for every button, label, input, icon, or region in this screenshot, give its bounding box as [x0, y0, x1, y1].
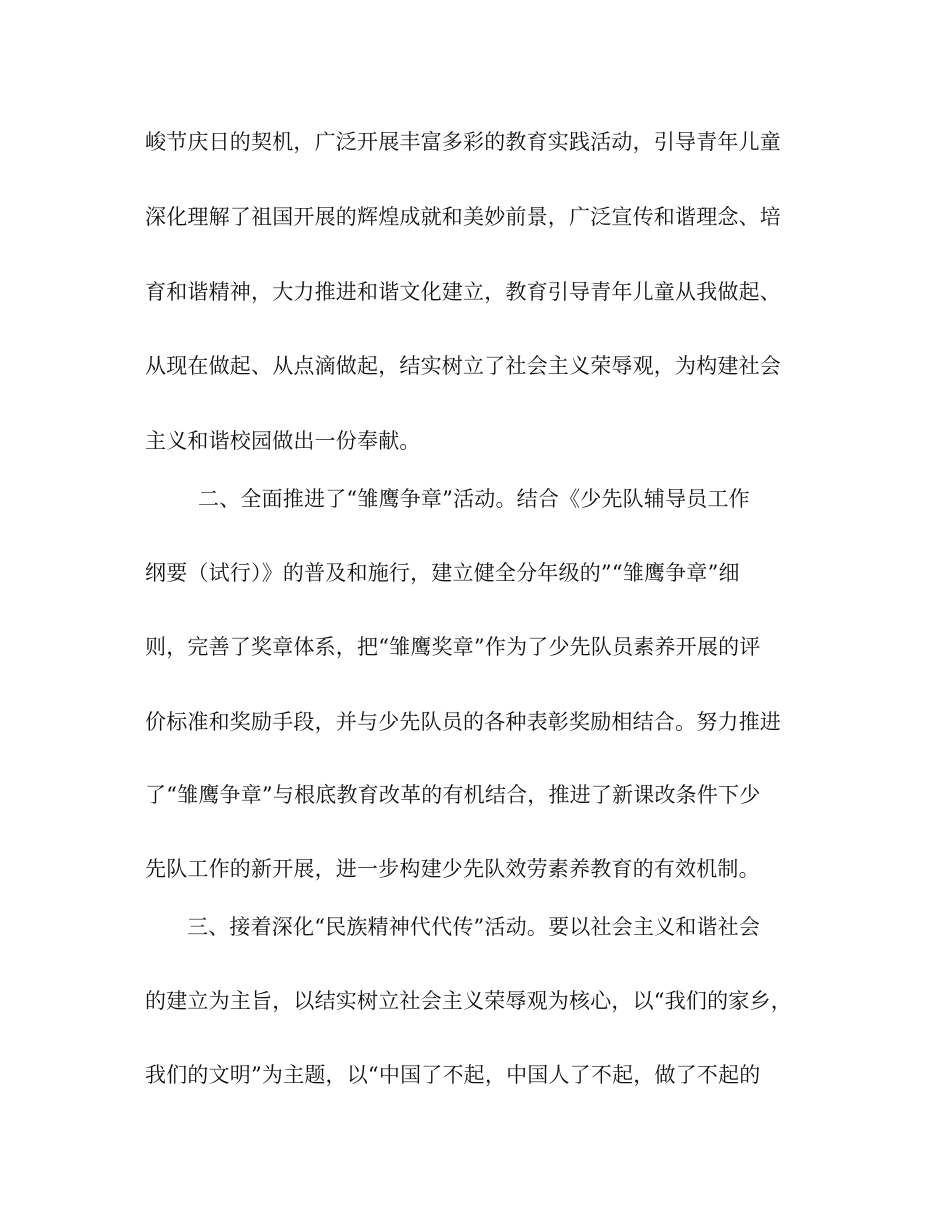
text-line: 则，完善了奖章体系，把“雏鹰奖章”作为了少先队员素养开展的评	[145, 635, 761, 659]
text-line: 了“雏鹰争章”与根底教育改革的有机结合，推进了新课改条件下少	[145, 783, 761, 807]
text-line: 价标准和奖励手段，并与少先队员的各种表彰奖励相结合。努力推进	[145, 710, 781, 734]
text-line: 峻节庆日的契机，广泛开展丰富多彩的教育实践活动，引导青年儿童	[145, 130, 781, 154]
paragraph-start-line: 三、接着深化“民族精神代代传”活动。要以社会主义和谐社会	[187, 915, 761, 939]
text-line: 育和谐精神，大力推进和谐文化建立，教育引导青年儿童从我做起、	[145, 280, 781, 304]
text-line: 深化理解了祖国开展的辉煌成就和美妙前景，广泛宣传和谐理念、培	[145, 205, 781, 229]
text-line: 先队工作的新开展，进一步构建少先队效劳素养教育的有效机制。	[145, 857, 760, 881]
text-line: 从现在做起、从点滴做起，结实树立了社会主义荣辱观，为构建社会	[145, 354, 781, 378]
text-line: 主义和谐校园做出一份奉献。	[145, 429, 421, 453]
text-line: 的建立为主旨，以结实树立社会主义荣辱观为核心，以“我们的家乡，	[145, 989, 792, 1013]
text-line: 我们的文明”为主题，以“中国了不起，中国人了不起，做了不起的	[145, 1063, 761, 1087]
paragraph-start-line: 二、全面推进了“雏鹰争章”活动。结合《少先队辅导员工作	[198, 487, 750, 511]
text-line: 纲要（试行）》的普及和施行，建立健全分年级的”“雏鹰争章”细	[145, 561, 740, 585]
